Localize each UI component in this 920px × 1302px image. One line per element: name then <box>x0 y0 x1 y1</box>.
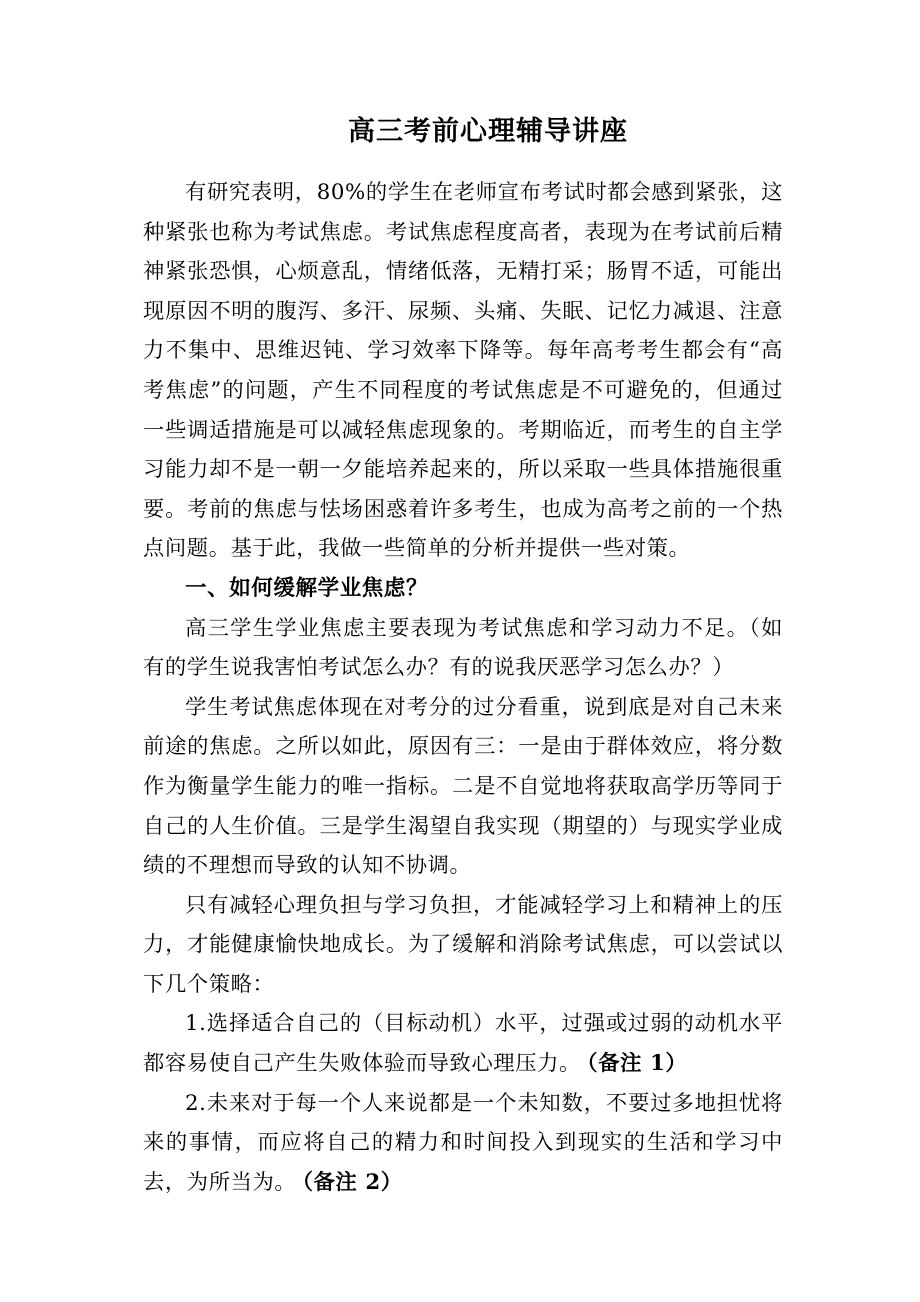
strategy-item-2-text: 2.未来对于每一个人来说都是一个未知数，不要过多地担忧将来的事情，而应将自己的精力和时间投入到现实的生活和学习中去，为所当为。 <box>143 1090 783 1195</box>
strategy-item-1-text: 1.选择适合自己的（目标动机）水平，过强或过弱的动机水平都容易使自己产生失败体验而导致心理压力。 <box>143 1011 783 1077</box>
note-2: （备注 2） <box>302 1169 403 1195</box>
intro-paragraph: 有研究表明，80%的学生在老师宣布考试时都会感到紧张，这种紧张也称为考试焦虑。考试焦虑程度高者，表现为在考试前后精神紧张恐惧，心烦意乱，情绪低落，无精打采；肠胃不适，可能出现原因不明的腹泻、多汗、尿频、头痛、失眠、记忆力减退、注意力不集中、思维迟钝、学习效率下降等。每年高考考生都会有“高考焦虑”的问题，产生不同程度的考试焦虑是不可避免的，但通过一些调适措施是可以减轻焦虑现象的。考期临近，而考生的自主学习能力却不是一朝一夕能培养起来的，所以采取一些具体措施很重要。考前的焦虑与怯场困惑着许多考生，也成为高考之前的一个热点问题。基于此，我做一些简单的分析并提供一些对策。 <box>143 180 783 562</box>
strategy-item-1 <box>143 1004 783 1083</box>
strategy-item-2 <box>143 1084 783 1203</box>
paragraph-academic-anxiety: 高三学生学业焦虑主要表现为考试焦虑和学习动力不足。（如有的学生说我害怕考试怎么办？有的说我厌恶学习怎么办？） <box>143 615 783 681</box>
note-1: （备注 1） <box>586 1051 688 1077</box>
paragraph-strategies-intro: 只有减轻心理负担与学习负担，才能减轻学习上和精神上的压力，才能健康愉快地成长。为了缓解和消除考试焦虑，可以尝试以下几个策略： <box>143 892 783 997</box>
section-heading: 一、如何缓解学业焦虑？ <box>185 575 429 601</box>
document-body <box>143 173 783 1202</box>
paragraph-exam-anxiety-causes: 学生考试焦虑体现在对考分的过分看重，说到底是对自己未来前途的焦虑。之所以如此，原因有三：一是由于群体效应，将分数作为衡量学生能力的唯一指标。二是不自觉地将获取高学历等同于自己的人生价值。三是学生渴望自我实现（期望的）与现实学业成绩的不理想而导致的认知不协调。 <box>143 694 783 879</box>
document-title: 高三考前心理辅导讲座 <box>348 116 628 147</box>
